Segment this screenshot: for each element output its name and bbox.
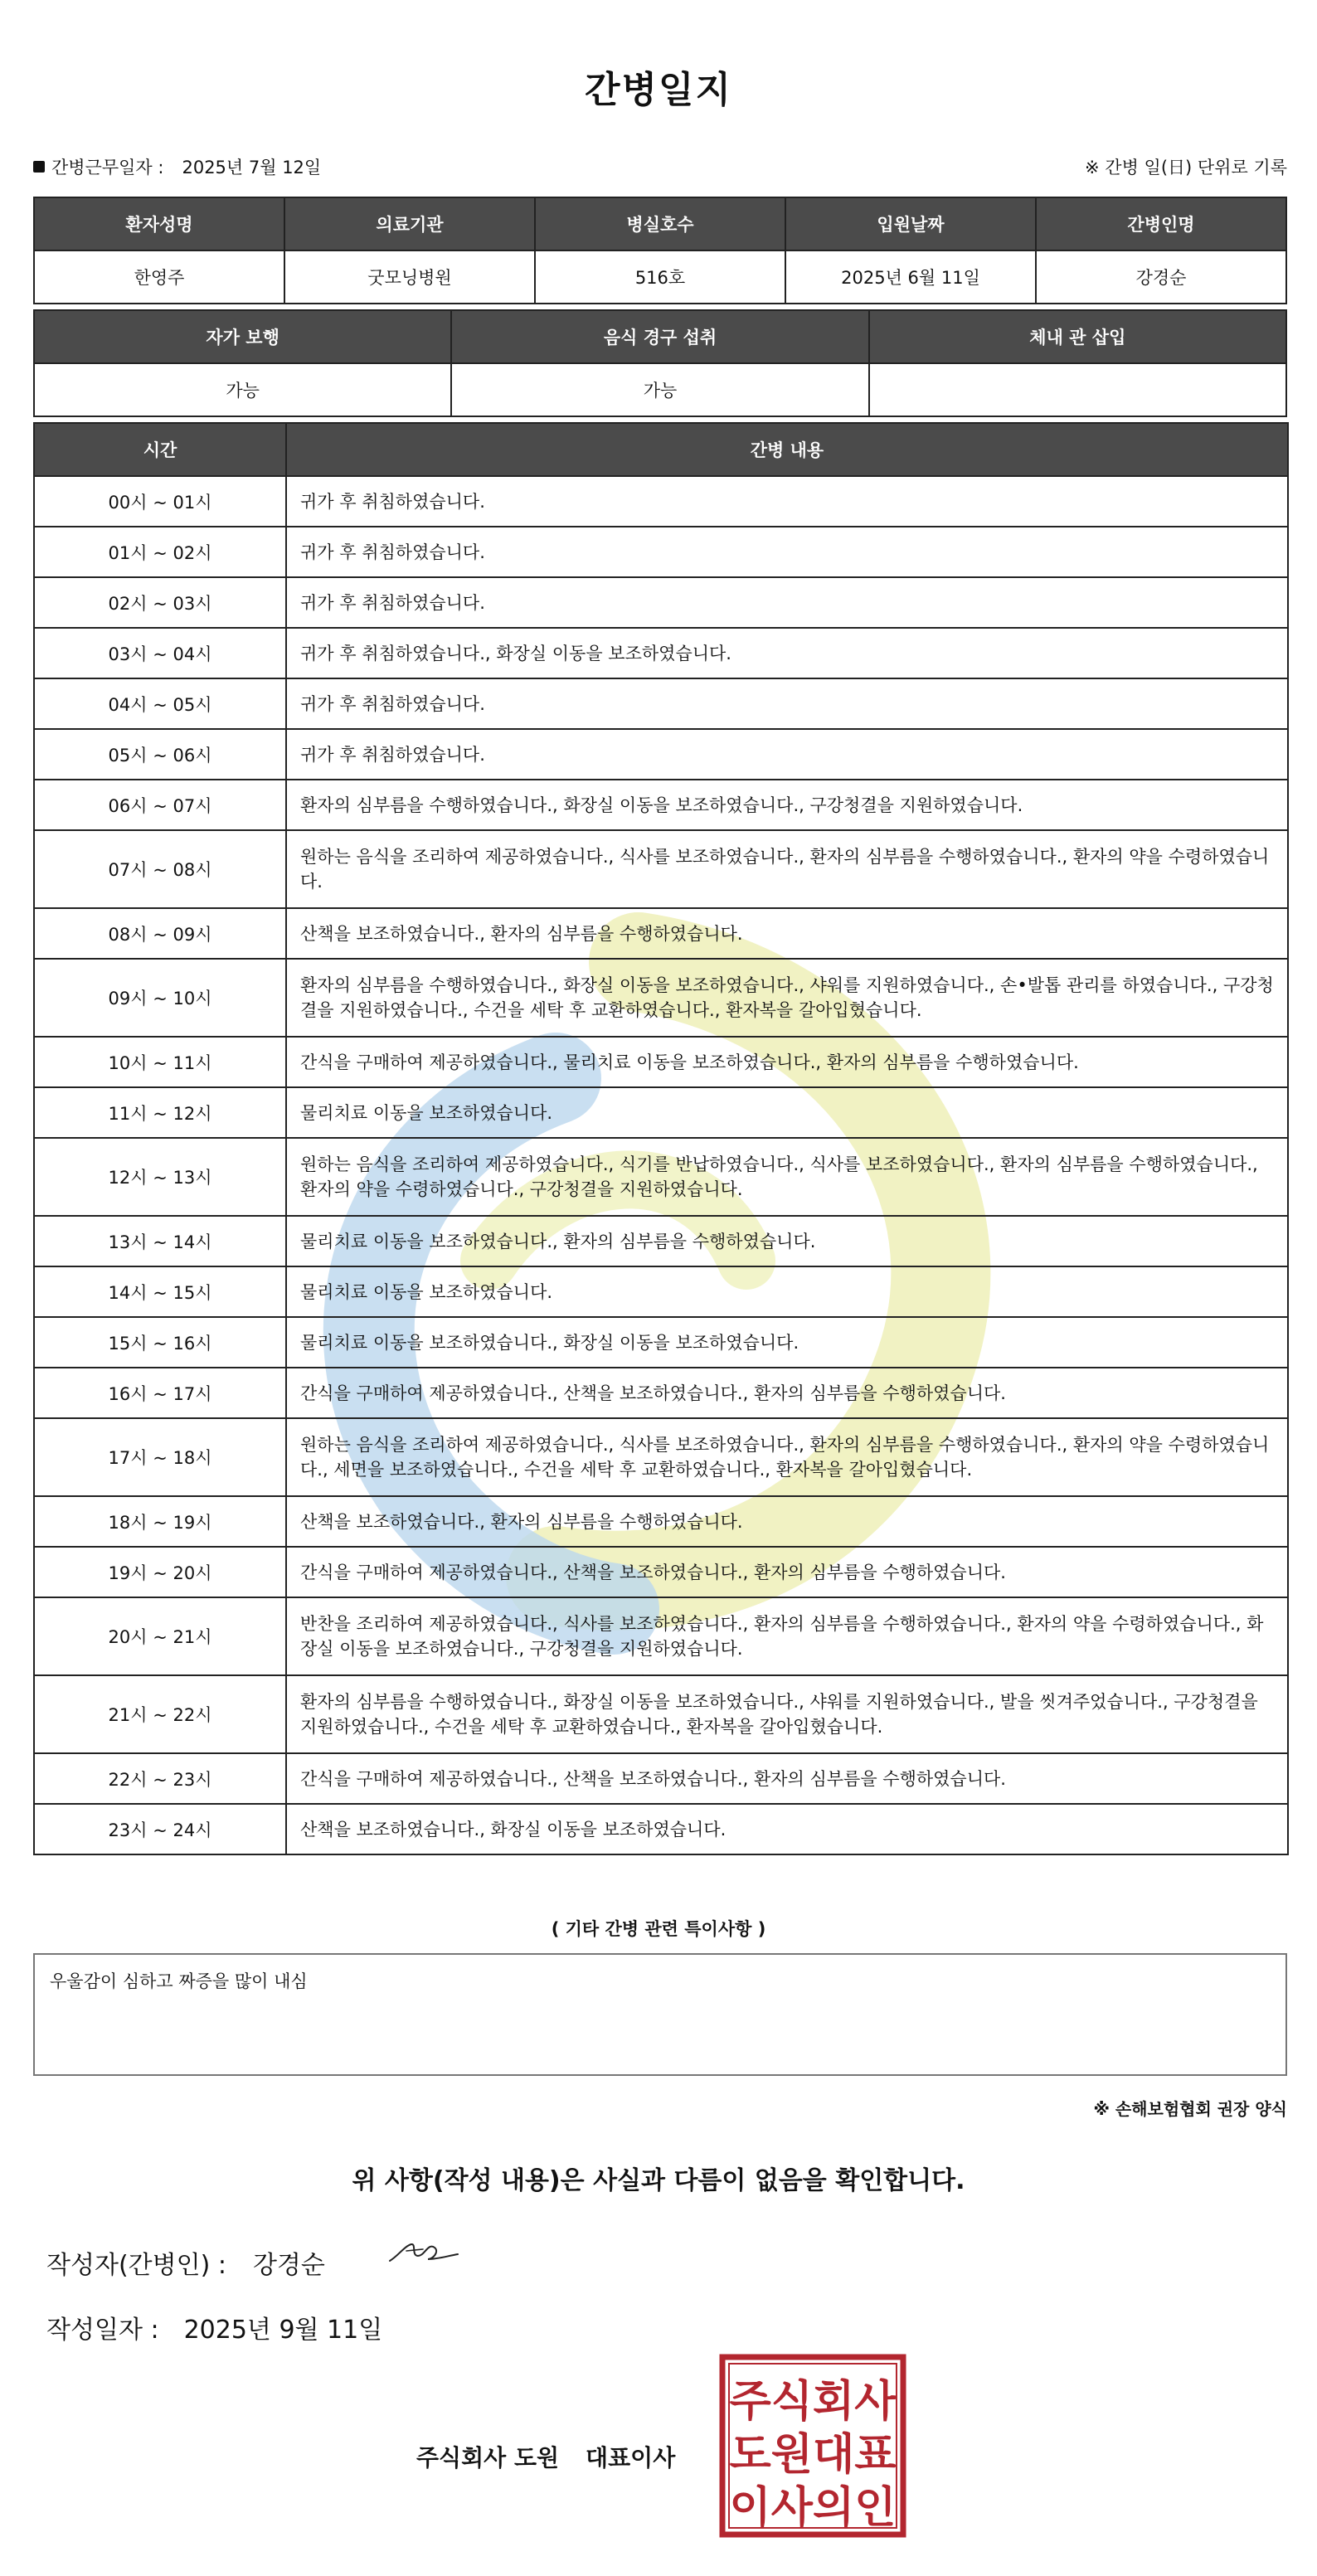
company-representative: 대표이사 xyxy=(586,2444,676,2472)
header-patient-name: 환자성명 xyxy=(34,197,284,250)
company-name: 주식회사 도원 xyxy=(416,2444,560,2472)
time-cell: 18시 ~ 19시 xyxy=(34,1496,286,1547)
company-line xyxy=(416,2440,675,2473)
table-row xyxy=(34,1037,1288,1087)
header-tube: 체내 관 삽입 xyxy=(869,310,1286,363)
room-number: 516호 xyxy=(535,250,785,304)
care-log-table xyxy=(33,422,1289,1855)
svg-text:이사의인: 이사의인 xyxy=(729,2483,897,2533)
time-cell: 03시 ~ 04시 xyxy=(34,628,286,678)
content-cell: 간식을 구매하여 제공하였습니다., 산책을 보조하였습니다., 환자의 심부름을 수행하였습니다. xyxy=(286,1547,1288,1597)
header-caregiver: 간병인명 xyxy=(1036,197,1286,250)
patient-info-table xyxy=(33,197,1287,304)
unit-note: ※ 간병 일(日) 단위로 기록 xyxy=(1085,158,1287,177)
work-date-value: 2025년 7월 12일 xyxy=(182,158,322,177)
time-cell: 00시 ~ 01시 xyxy=(34,476,286,527)
work-date-label: 간병근무일자 : xyxy=(51,158,164,177)
content-cell: 귀가 후 취침하였습니다. xyxy=(286,476,1288,527)
header-hospital: 의료기관 xyxy=(284,197,535,250)
time-cell: 04시 ~ 05시 xyxy=(34,678,286,729)
content-cell: 환자의 심부름을 수행하였습니다., 화장실 이동을 보조하였습니다., 샤워를 지원하였습니다., 손•발톱 관리를 하였습니다., 구강청결을 지원하였습니다., 수건을 세탁 후 교환하였습니다., 환자복을 갈아입혔습니다. xyxy=(286,959,1288,1037)
content-cell: 물리치료 이동을 보조하였습니다., 화장실 이동을 보조하였습니다. xyxy=(286,1317,1288,1368)
company-seal-stamp xyxy=(718,2353,907,2539)
content-cell: 반찬을 조리하여 제공하였습니다., 식사를 보조하였습니다., 환자의 심부름을 수행하였습니다., 환자의 약을 수령하였습니다., 화장실 이동을 보조하였습니다., 구강청결을 지원하였습니다. xyxy=(286,1597,1288,1675)
page-title: 간병일지 xyxy=(584,69,732,111)
content-cell: 산책을 보조하였습니다., 화장실 이동을 보조하였습니다. xyxy=(286,1804,1288,1854)
table-row xyxy=(34,1368,1288,1418)
meta-row xyxy=(33,154,1287,184)
signature-image xyxy=(386,2231,461,2272)
header-room: 병실호수 xyxy=(535,197,785,250)
content-cell: 물리치료 이동을 보조하였습니다. xyxy=(286,1266,1288,1317)
special-notes-text: 우울감이 심하고 짜증을 많이 내심 xyxy=(50,1971,308,1991)
confirmation-statement: 위 사항(작성 내용)은 사실과 다름이 없음을 확인합니다. xyxy=(352,2166,965,2195)
content-cell: 귀가 후 취침하였습니다. xyxy=(286,678,1288,729)
content-cell: 원하는 음식을 조리하여 제공하였습니다., 식사를 보조하였습니다., 환자의 심부름을 수행하였습니다., 환자의 약을 수령하였습니다. xyxy=(286,830,1288,908)
recommend-note: ※ 손해보험협회 권장 양식 xyxy=(1093,2099,1287,2119)
writer-label: 작성자(간병인) : xyxy=(46,2251,226,2280)
time-cell: 12시 ~ 13시 xyxy=(34,1138,286,1216)
table-row xyxy=(34,1266,1288,1317)
table-row xyxy=(34,577,1288,628)
special-notes-box xyxy=(33,1953,1287,2076)
svg-text:주식회사: 주식회사 xyxy=(729,2377,897,2427)
content-cell: 환자의 심부름을 수행하였습니다., 화장실 이동을 보조하였습니다., 구강청결을 지원하였습니다. xyxy=(286,780,1288,830)
table-row xyxy=(34,1753,1288,1804)
writer-name: 강경순 xyxy=(252,2251,325,2280)
time-cell: 14시 ~ 15시 xyxy=(34,1266,286,1317)
time-cell: 10시 ~ 11시 xyxy=(34,1037,286,1087)
table-row xyxy=(34,1317,1288,1368)
written-date-line xyxy=(46,2309,382,2345)
time-cell: 13시 ~ 14시 xyxy=(34,1216,286,1266)
time-cell: 11시 ~ 12시 xyxy=(34,1087,286,1138)
patient-status-table xyxy=(33,309,1287,417)
patient-name: 한영주 xyxy=(34,250,284,304)
time-cell: 06시 ~ 07시 xyxy=(34,780,286,830)
content-cell: 귀가 후 취침하였습니다. xyxy=(286,729,1288,780)
content-cell: 산책을 보조하였습니다., 환자의 심부름을 수행하였습니다. xyxy=(286,908,1288,959)
table-row xyxy=(34,678,1288,729)
time-cell: 07시 ~ 08시 xyxy=(34,830,286,908)
time-cell: 01시 ~ 02시 xyxy=(34,527,286,577)
table-row xyxy=(34,830,1288,908)
time-cell: 02시 ~ 03시 xyxy=(34,577,286,628)
time-cell: 22시 ~ 23시 xyxy=(34,1753,286,1804)
table-row xyxy=(34,1804,1288,1854)
header-walking: 자가 보행 xyxy=(34,310,451,363)
bullet-square-icon xyxy=(33,161,45,173)
content-cell: 간식을 구매하여 제공하였습니다., 산책을 보조하였습니다., 환자의 심부름을 수행하였습니다. xyxy=(286,1368,1288,1418)
table-row xyxy=(34,476,1288,527)
time-cell: 16시 ~ 17시 xyxy=(34,1368,286,1418)
caregiver-name: 강경순 xyxy=(1036,250,1286,304)
content-cell: 원하는 음식을 조리하여 제공하였습니다., 식사를 보조하였습니다., 환자의 심부름을 수행하였습니다., 환자의 약을 수령하였습니다., 세면을 보조하였습니다., 수건을 세탁 후 교환하였습니다., 환자복을 갈아입혔습니다. xyxy=(286,1418,1288,1496)
writer-line xyxy=(46,2244,325,2281)
special-notes-title: ( 기타 간병 관련 특이사항 ) xyxy=(551,1919,766,1939)
time-cell: 20시 ~ 21시 xyxy=(34,1597,286,1675)
svg-text:도원대표: 도원대표 xyxy=(729,2430,897,2480)
table-row xyxy=(34,1675,1288,1753)
table-row xyxy=(34,1216,1288,1266)
content-cell: 산책을 보조하였습니다., 환자의 심부름을 수행하였습니다. xyxy=(286,1496,1288,1547)
table-row xyxy=(34,908,1288,959)
work-date-block xyxy=(33,154,321,179)
content-cell: 귀가 후 취침하였습니다., 화장실 이동을 보조하였습니다. xyxy=(286,628,1288,678)
time-cell: 09시 ~ 10시 xyxy=(34,959,286,1037)
content-cell: 환자의 심부름을 수행하였습니다., 화장실 이동을 보조하였습니다., 샤워를 지원하였습니다., 발을 씻겨주었습니다., 구강청결을 지원하였습니다., 수건을 세탁 후 교환하였습니다., 환자복을 갈아입혔습니다. xyxy=(286,1675,1288,1753)
time-cell: 15시 ~ 16시 xyxy=(34,1317,286,1368)
time-cell: 21시 ~ 22시 xyxy=(34,1675,286,1753)
time-cell: 08시 ~ 09시 xyxy=(34,908,286,959)
content-cell: 물리치료 이동을 보조하였습니다. xyxy=(286,1087,1288,1138)
time-cell: 19시 ~ 20시 xyxy=(34,1547,286,1597)
table-row xyxy=(34,1087,1288,1138)
written-date-value: 2025년 9월 11일 xyxy=(183,2316,383,2345)
table-row xyxy=(34,527,1288,577)
tube-value xyxy=(869,363,1286,416)
header-oral-intake: 음식 경구 섭취 xyxy=(451,310,868,363)
table-row xyxy=(34,1138,1288,1216)
header-admission-date: 입원날짜 xyxy=(785,197,1036,250)
oral-intake-value: 가능 xyxy=(451,363,868,416)
table-row xyxy=(34,1597,1288,1675)
content-cell: 원하는 음식을 조리하여 제공하였습니다., 식기를 반납하였습니다., 식사를 보조하였습니다., 환자의 심부름을 수행하였습니다., 환자의 약을 수령하였습니다., 구강청결을 지원하였습니다. xyxy=(286,1138,1288,1216)
time-cell: 17시 ~ 18시 xyxy=(34,1418,286,1496)
table-row xyxy=(34,1547,1288,1597)
table-row xyxy=(34,1418,1288,1496)
content-cell: 귀가 후 취침하였습니다. xyxy=(286,577,1288,628)
admission-date: 2025년 6월 11일 xyxy=(785,250,1036,304)
content-cell: 간식을 구매하여 제공하였습니다., 산책을 보조하였습니다., 환자의 심부름을 수행하였습니다. xyxy=(286,1753,1288,1804)
time-cell: 23시 ~ 24시 xyxy=(34,1804,286,1854)
hospital-name: 굿모닝병원 xyxy=(284,250,535,304)
table-row xyxy=(34,628,1288,678)
written-date-label: 작성일자 : xyxy=(46,2316,159,2345)
table-row xyxy=(34,959,1288,1037)
table-row xyxy=(34,1496,1288,1547)
content-cell: 물리치료 이동을 보조하였습니다., 환자의 심부름을 수행하였습니다. xyxy=(286,1216,1288,1266)
header-time: 시간 xyxy=(34,423,286,476)
content-cell: 간식을 구매하여 제공하였습니다., 물리치료 이동을 보조하였습니다., 환자의 심부름을 수행하였습니다. xyxy=(286,1037,1288,1087)
table-row xyxy=(34,729,1288,780)
header-care-content: 간병 내용 xyxy=(286,423,1288,476)
walking-value: 가능 xyxy=(34,363,451,416)
table-row xyxy=(34,780,1288,830)
content-cell: 귀가 후 취침하였습니다. xyxy=(286,527,1288,577)
time-cell: 05시 ~ 06시 xyxy=(34,729,286,780)
